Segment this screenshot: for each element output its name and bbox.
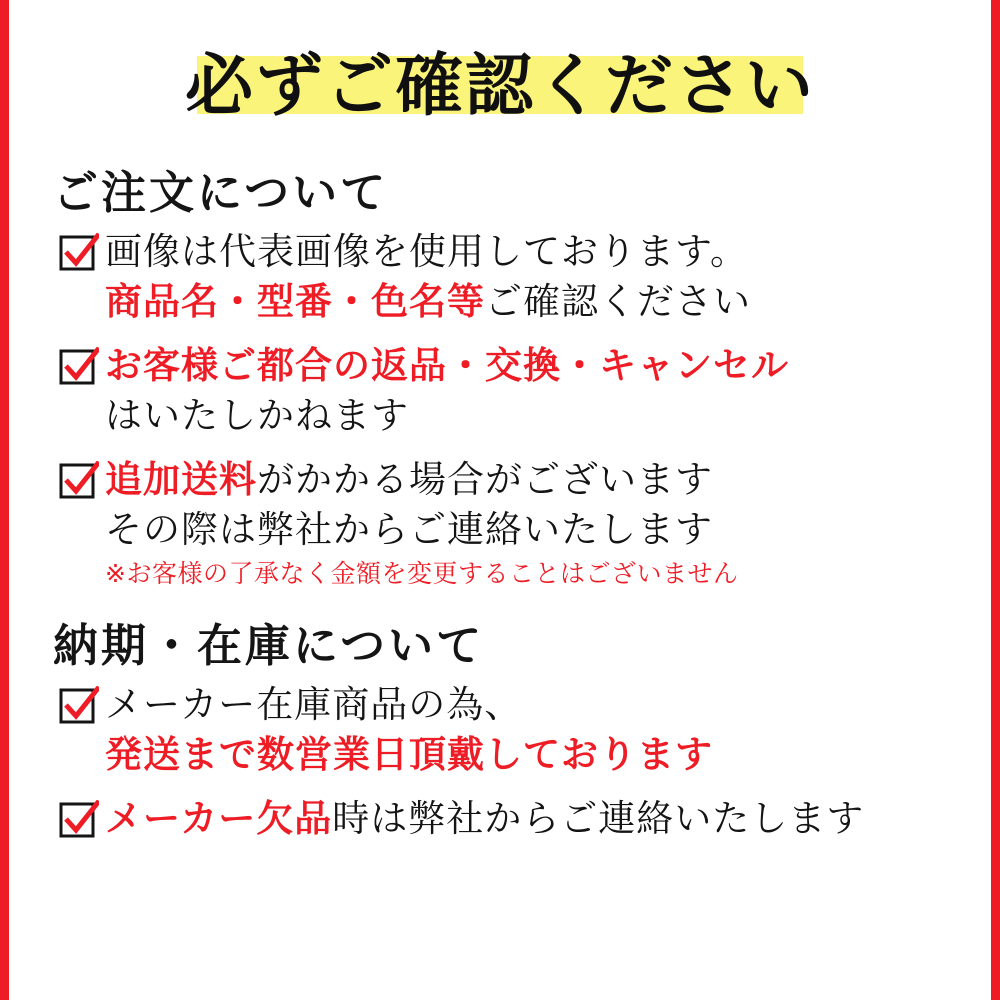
text-rest: ご確認ください: [485, 280, 751, 323]
list-item-text: [105, 455, 951, 593]
section-heading-order: ご注文について: [53, 166, 389, 219]
checkbox-checked-icon: [59, 233, 99, 273]
text-line: [105, 794, 951, 844]
section-heading-delivery: 納期・在庫について: [53, 619, 485, 672]
checkbox-checked-icon: [59, 800, 99, 840]
text-emphasis: 追加送料: [105, 458, 257, 501]
list-item-text: [105, 227, 951, 327]
page-title: 必ずご確認ください: [184, 46, 815, 126]
text-line: 画像は代表画像を使用しております。: [105, 230, 749, 273]
text-line: その際は弊社からご連絡いたします: [105, 508, 713, 551]
text-emphasis: メーカー欠品: [105, 797, 333, 840]
text-line: 発送まで数営業日頂戴しております: [105, 733, 713, 776]
list-item-text: [105, 794, 951, 844]
list-item: [59, 680, 951, 780]
item-note: ※お客様の了承なく金額を変更することはございません: [105, 559, 739, 588]
checkbox-checked-icon: [59, 347, 99, 387]
text-line: お客様ご都合の返品・交換・キャンセル: [105, 344, 789, 387]
text-line: [105, 277, 951, 327]
text-rest: 時は弊社からご連絡いたします: [332, 797, 865, 840]
page-title-wrapper: [49, 34, 951, 146]
list-item: [59, 227, 951, 327]
checkbox-checked-icon: [59, 686, 99, 726]
notice-content: [9, 0, 991, 844]
list-item: [59, 341, 951, 441]
text-line: メーカー在庫商品の為、: [105, 683, 523, 726]
text-line: [105, 455, 951, 505]
list-item: [59, 455, 951, 593]
list-item: [59, 794, 951, 844]
text-rest: がかかる場合がございます: [257, 458, 713, 501]
list-item-text: [105, 341, 951, 441]
checkbox-checked-icon: [59, 461, 99, 501]
text-emphasis: 商品名・型番・色名等: [105, 280, 485, 323]
list-item-text: [105, 680, 951, 780]
text-line: はいたしかねます: [105, 394, 409, 437]
